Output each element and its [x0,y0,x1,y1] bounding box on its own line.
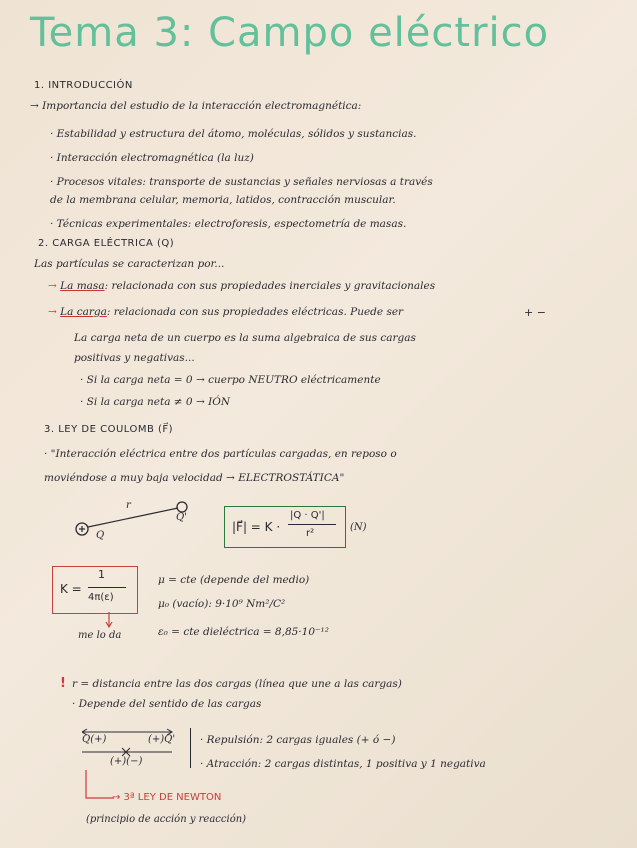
carga-text: : relacionada con sus propiedades eléctricas. Puede ser [106,306,404,318]
k-note: me lo da [78,630,122,641]
masa-term: La masa [60,280,105,292]
section-2-intro: Las partículas se caracterizan por... [34,258,225,270]
formula-denominator: r² [306,528,315,539]
bullet-3-cont: de la membrana celular, memoria, latidos, contracción muscular. [50,194,396,206]
bullet-1: · Estabilidad y estructura del átomo, moléculas, sólidos y sustancias. [50,128,417,140]
masa-line: → La masa: relacionada con sus propiedades inerciales y gravitacionales [48,280,436,292]
section-3-heading: 3. LEY DE COULOMB (F⃗) [44,424,174,435]
eps-line: ε₀ = cte dieléctrica = 8,85·10⁻¹² [158,626,329,638]
mu0-line: μ₀ (vacío): 9·10⁹ Nm²/C² [158,598,286,610]
repulsion-line: · Repulsión: 2 cargas iguales (+ ó −) [200,734,396,746]
r-label: r [126,500,131,511]
formula-lhs: |F⃗| = K · [232,520,281,534]
coulomb-quote-2: moviéndose a muy baja velocidad → ELECTROSTÁTICA" [44,472,345,484]
carga-line-2: La carga neta de un cuerpo es la suma algebraica de sus cargas [74,332,416,344]
attraction-line: · Atracción: 2 cargas distintas, 1 positiva y 1 negativa [200,758,486,770]
carga-line: → La carga: relacionada con sus propiedades eléctricas. Puede ser [48,306,404,318]
formula-numerator: |Q · Q'| [290,510,325,521]
k-fraction-bar [88,587,126,588]
attraction-charges: (+)(−) [110,756,143,767]
bullet-3: · Procesos vitales: transporte de sustancias y señales nerviosas a través [50,176,433,188]
coulomb-quote-1: · "Interacción eléctrica entre dos partículas cargadas, en reposo o [44,448,397,460]
masa-text: : relacionada con sus propiedades inerciales y gravitacionales [104,280,436,292]
ion-line: · Si la carga neta ≠ 0 → IÓN [80,396,231,408]
depends-line: · Depende del sentido de las cargas [72,698,262,710]
bullet-2: · Interacción electromagnética (la luz) [50,152,254,164]
q2-label: Q' [176,512,187,523]
q-label: Q [96,530,105,541]
brace-divider [190,728,192,768]
mu-line: μ = cte (depende del medio) [158,574,310,586]
neutral-line: · Si la carga neta = 0 → cuerpo NEUTRO eléctricamente [80,374,381,386]
bullet-4: · Técnicas experimentales: electroforesis, espectometría de masas. [50,218,407,230]
k-numerator: 1 [98,568,105,581]
carga-line-3: positivas y negativas... [74,352,195,364]
repulsion-q: Q(+) [82,734,107,745]
newton-law: → 3ª LEY DE NEWTON [112,792,222,803]
k-lhs: K = [60,582,82,596]
carga-term: La carga [60,306,107,318]
r-definition: r = distancia entre las dos cargas (línea que une a las cargas) [72,678,402,690]
newton-sub: (principio de acción y reacción) [86,814,247,825]
section-1-heading: 1. INTRODUCCIÓN [34,80,133,91]
page-title: Tema 3: Campo eléctrico [30,10,550,56]
charge-signs-icon: + − [524,306,546,319]
charges-diagram [60,500,210,550]
section-2-heading: 2. CARGA ELÉCTRICA (Q) [38,238,175,249]
warning-icon: ! [60,676,66,691]
k-denominator: 4π(ε) [88,592,114,603]
repulsion-q2: (+)Q' [148,734,176,745]
formula-unit: (N) [350,522,367,533]
arrow-down-icon [104,612,114,630]
formula-fraction-bar [288,524,336,525]
section-1-lead: → Importancia del estudio de la interacción electromagnética: [30,100,362,112]
